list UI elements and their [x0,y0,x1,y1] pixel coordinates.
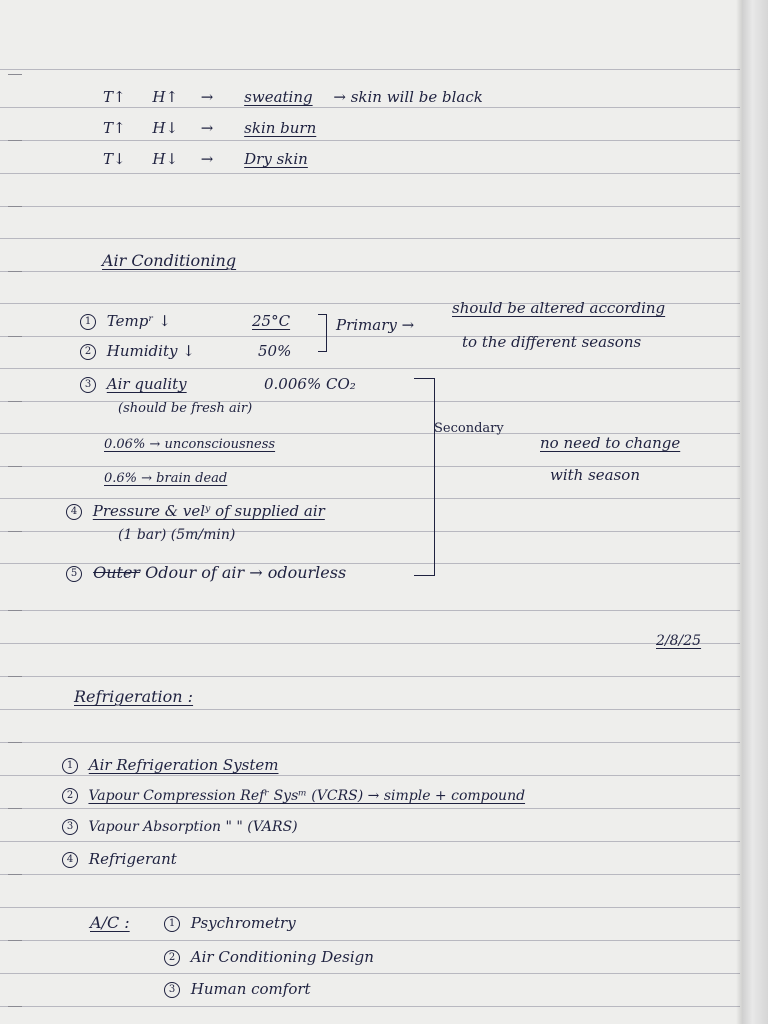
item-value: 0.006% CO₂ [264,375,356,393]
ac-item-1 [80,312,291,330]
margin-mark [8,676,22,677]
refrig-item-2 [62,787,525,805]
ruled-line [0,940,740,941]
item-value: 25°C [252,312,291,330]
margin-mark [8,74,22,75]
ruled-line [0,368,740,369]
item-label: Tempʳ ↓ [106,312,171,330]
temp-symbol: T↑ [103,88,126,106]
item-label: Humidity ↓ [106,342,195,360]
ruled-line [0,69,740,70]
ac-item-5 [66,564,346,582]
effect-text: skin burn [244,119,317,137]
item-text: Psychrometry [190,914,296,932]
primary-note-1: should be altered according [452,299,666,317]
ruled-line [0,808,740,809]
item-number: 4 [62,852,78,868]
item-text: Air Conditioning Design [190,948,374,966]
ruled-line [0,271,740,272]
th-line-3 [103,150,308,168]
margin-mark [8,742,22,743]
item-text: Human comfort [190,980,311,998]
ruled-line [0,907,740,908]
humidity-symbol: H↓ [152,119,179,137]
margin-mark [8,271,22,272]
refrig-item-4 [62,850,177,868]
item-number: 1 [80,314,96,330]
ruled-line [0,1006,740,1007]
ac-item-3-sub: (should be fresh air) [118,401,253,416]
arrow: → [200,119,214,137]
ruled-line [0,610,740,611]
item-label: Odour of air → odourless [145,563,347,582]
refrigeration-heading: Refrigeration : [74,687,194,706]
margin-mark [8,336,22,337]
temp-symbol: T↓ [103,150,126,168]
ac-topics-label: A/C : [90,913,130,932]
item-number: 2 [164,950,180,966]
item-text: Air Refrigeration System [88,756,279,774]
th-line-2 [103,119,316,137]
margin-mark [8,874,22,875]
ac-topic-1 [164,914,296,932]
item-value: 50% [258,342,292,360]
th-line-1 [103,88,483,106]
ruled-line [0,973,740,974]
ac-item-2 [80,342,292,360]
ruled-line [0,401,740,402]
arrow: → [200,150,214,168]
secondary-note-2: with season [550,466,640,484]
item-label: Pressure & velʸ of supplied air [92,502,325,520]
item-text: Refrigerant [88,850,177,868]
item-label: Air quality [106,375,187,393]
margin-mark [8,808,22,809]
ruled-line [0,498,740,499]
co2-note-2: 0.6% → brain dead [104,471,228,486]
temp-symbol: T↑ [103,119,126,137]
primary-bracket [318,314,327,352]
primary-note-2: to the different seasons [462,333,642,351]
humidity-symbol: H↑ [152,88,179,106]
ruled-line [0,676,740,677]
item-number: 1 [164,916,180,932]
item-number: 3 [164,982,180,998]
ac-item-4 [66,502,325,520]
co2-note-1: 0.06% → unconsciousness [104,437,276,452]
ruled-line [0,775,740,776]
item-number: 3 [62,819,78,835]
margin-mark [8,610,22,611]
item-text: Vapour Compression Refʳ Sysᵐ (VCRS) → simple + compound [88,788,526,804]
margin-mark [8,940,22,941]
ac-item-4-sub: (1 bar) (5m/min) [118,527,236,543]
arrow: → [200,88,214,106]
ruled-line [0,841,740,842]
secondary-bracket [414,378,435,576]
ac-topic-2 [164,948,374,966]
date-label: 2/8/25 [656,633,702,649]
item-number: 4 [66,504,82,520]
margin-mark [8,531,22,532]
ruled-line [0,531,740,532]
ruled-line [0,107,740,108]
secondary-note-1: no need to change [540,434,681,452]
item-number: 1 [62,758,78,774]
ruled-line [0,140,740,141]
margin-mark [8,466,22,467]
ruled-line [0,709,740,710]
item-number: 2 [62,788,78,804]
item-number: 3 [80,377,96,393]
margin-mark [8,1006,22,1007]
effect-text: sweating [244,88,313,106]
effect-extra: → skin will be black [333,88,483,106]
humidity-symbol: H↓ [152,150,179,168]
refrig-item-1 [62,756,279,774]
margin-mark [8,206,22,207]
ac-item-3 [80,375,356,393]
notebook-spine [742,0,768,1024]
struck-word: Outer [93,563,141,582]
ruled-line [0,238,740,239]
ruled-line [0,874,740,875]
margin-mark [8,401,22,402]
primary-label: Primary → [336,316,415,334]
effect-text: Dry skin [244,150,308,168]
ac-heading: Air Conditioning [102,251,237,270]
ruled-line [0,643,740,644]
ruled-line [0,742,740,743]
margin-mark [8,140,22,141]
item-text: Vapour Absorption " " (VARS) [88,819,298,835]
ruled-line [0,206,740,207]
refrig-item-3 [62,818,298,836]
secondary-label: Secondary [434,421,504,436]
ac-topic-3 [164,980,311,998]
item-number: 2 [80,344,96,360]
item-number: 5 [66,566,82,582]
ruled-line [0,173,740,174]
